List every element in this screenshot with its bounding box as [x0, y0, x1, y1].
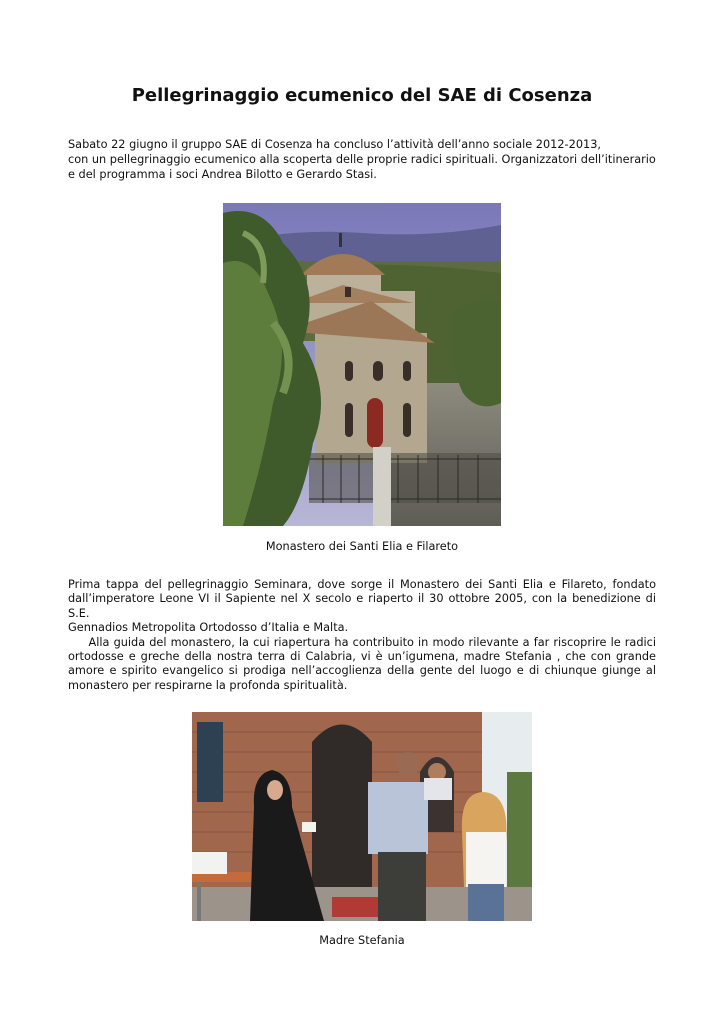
body-line: Gennadios Metropolita Ortodosso d’Italia e Malta. — [68, 621, 349, 635]
monastery-photo-caption: Monastero dei Santi Elia e Filareto — [265, 540, 459, 553]
monastery-photo — [223, 203, 501, 526]
intro-line: Sabato 22 giugno il gruppo SAE di Cosenza ha concluso l’attività dell’anno sociale 2012-2013, — [68, 138, 601, 151]
intro-line: e del programma i soci Andrea Bilotto e Gerardo Stasi. — [68, 168, 377, 181]
madre-stefania-photo — [192, 712, 532, 921]
body-line: Alla guida del monastero, la cui riapertura ha contribuito in modo rilevante a far riscoprire le radici — [68, 635, 656, 649]
intro-line: con un pellegrinaggio ecumenico alla scoperta delle proprie radici spirituali. Organizzatori dell’itinerario — [68, 153, 656, 166]
body-line: amore e spirito evangelico si prodiga nell’accoglienza della gente del luogo e di chiunque giunge al — [68, 664, 656, 678]
intro-paragraph — [68, 137, 668, 182]
body-line: ortodosse e greche della nostra terra di Calabria, vi è un’igumena, madre Stefania , che con grande — [68, 650, 656, 664]
madre-stefania-photo-drawing — [192, 712, 532, 921]
page-title: Pellegrinaggio ecumenico del SAE di Cosenza — [131, 85, 593, 106]
body-paragraph — [68, 578, 656, 693]
body-line: monastero per respirarne la profonda spiritualità. — [68, 678, 348, 692]
monastery-photo-drawing — [223, 203, 501, 526]
madre-stefania-photo-caption: Madre Stefania — [319, 934, 405, 947]
body-line: Prima tappa del pellegrinaggio Seminara, dove sorge il Monastero dei Santi Elia e Filareto, fondato — [68, 578, 656, 591]
body-line: dall’imperatore Leone VI il Sapiente nel X secolo e riaperto il 30 ottobre 2005, con la benedizione di S.E. — [68, 592, 656, 620]
